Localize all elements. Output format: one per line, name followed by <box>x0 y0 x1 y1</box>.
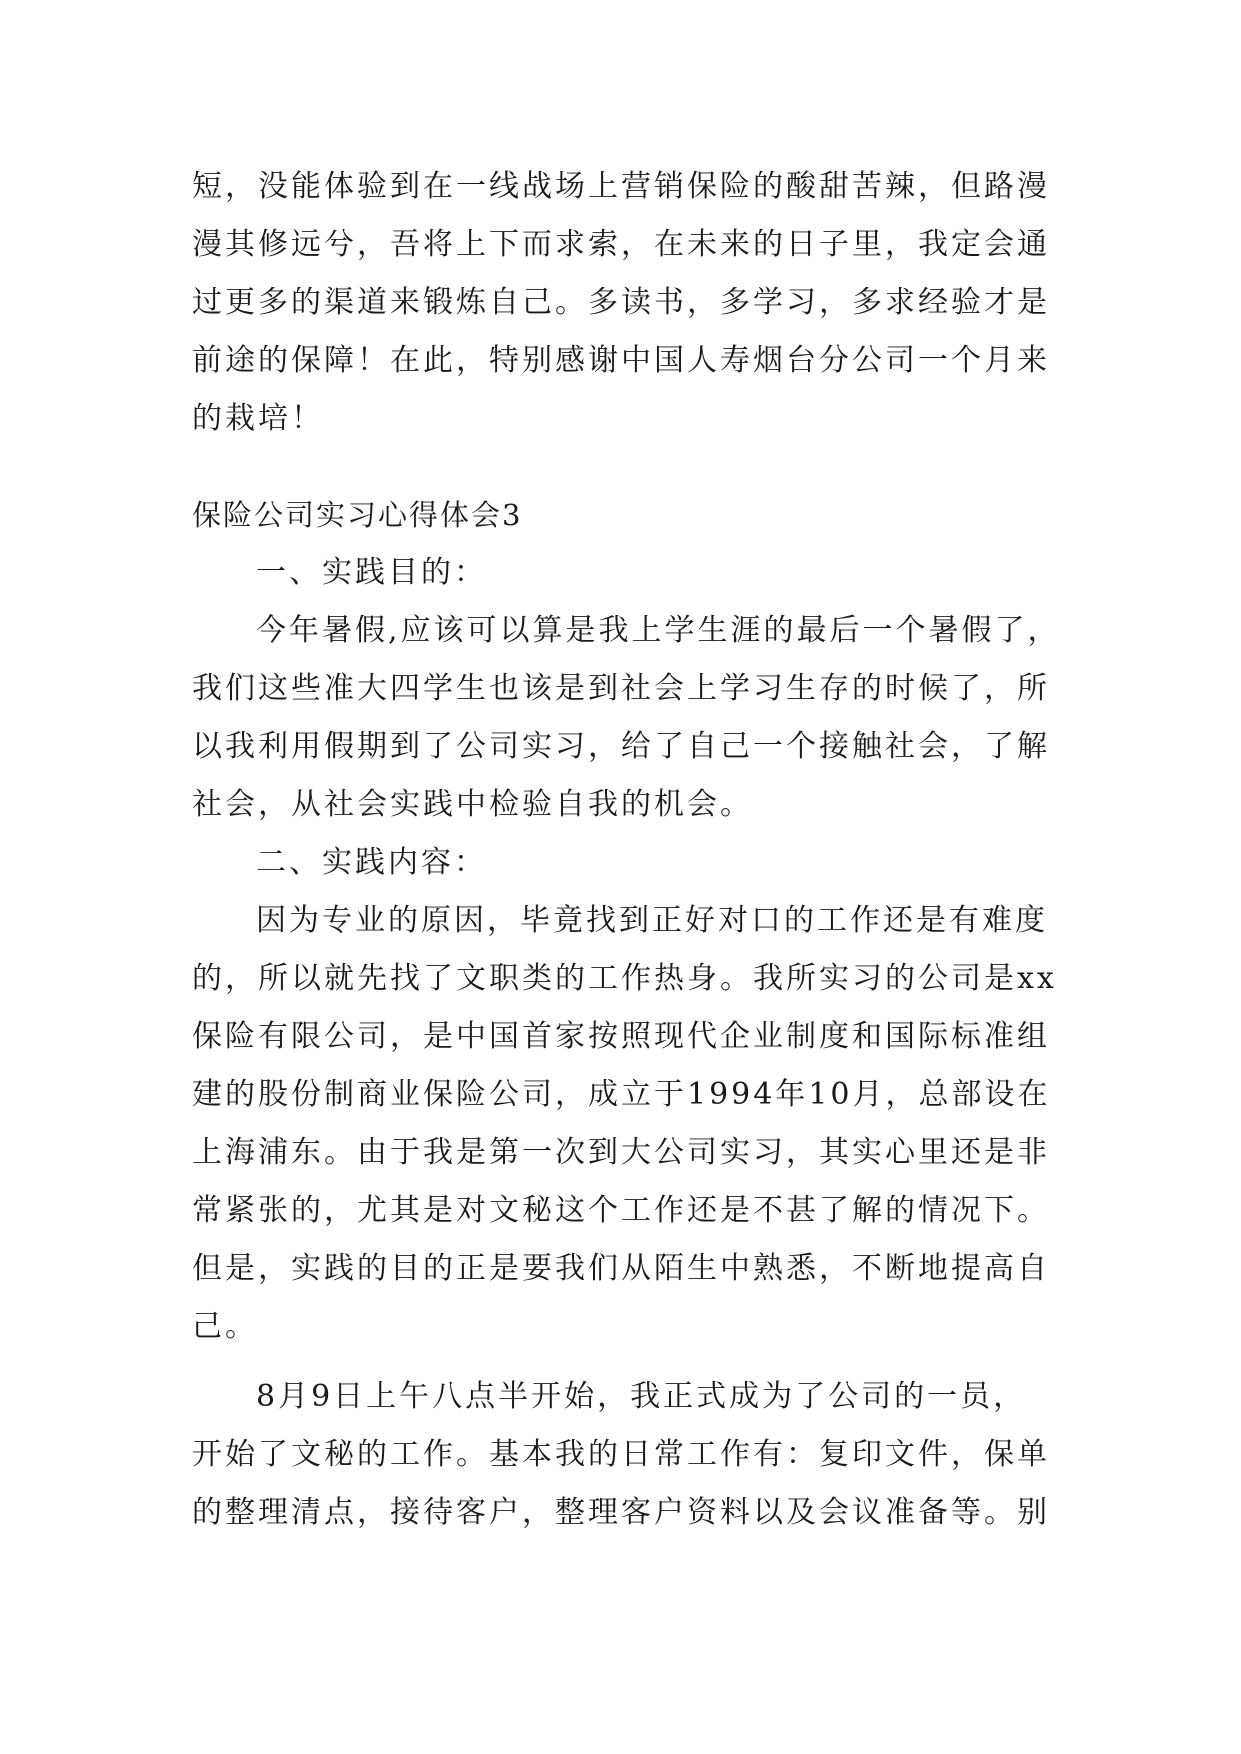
text-line: 保险有限公司，是中国首家按照现代企业制度和国际标准组 <box>192 1019 1050 1054</box>
paragraph-practice-content <box>192 892 1057 1356</box>
heading-practice-content: 二、实践内容： <box>256 845 487 880</box>
document-body <box>192 158 1061 1542</box>
text-line: 过更多的渠道来锻炼自己。多读书，多学习，多求经验才是 <box>192 285 1050 320</box>
text-line: 开始了文秘的工作。基本我的日常工作有：复印文件，保单 <box>192 1437 1050 1472</box>
paragraph-practice-purpose <box>192 602 1061 834</box>
text-line: 我们这些准大四学生也该是到社会上学习生存的时候了，所 <box>192 671 1050 706</box>
text-line: 前途的保障！在此，特别感谢中国人寿烟台分公司一个月来 <box>192 343 1050 378</box>
section-title: 保险公司实习心得体会3 <box>192 498 523 532</box>
text-line: 因为专业的原因，毕竟找到正好对口的工作还是有难度 <box>256 903 1048 938</box>
text-line: 短，没能体验到在一线战场上营销保险的酸甜苦辣，但路漫 <box>192 169 1050 204</box>
text-line: 常紧张的，尤其是对文秘这个工作还是不甚了解的情况下。 <box>192 1193 1050 1228</box>
text-line: 己。 <box>192 1309 258 1344</box>
text-line: 建的股份制商业保险公司，成立于1994年10月，总部设在 <box>192 1077 1051 1112</box>
text-line: 的，所以就先找了文职类的工作热身。我所实习的公司是xx <box>192 961 1057 996</box>
paragraph-daily-work <box>192 1368 1052 1542</box>
text-line: 社会，从社会实践中检验自我的机会。 <box>192 787 753 822</box>
text-line: 今年暑假,应该可以算是我上学生涯的最后一个暑假了， <box>256 613 1061 648</box>
text-line: 上海浦东。由于我是第一次到大公司实习，其实心里还是非 <box>192 1135 1050 1170</box>
text-line: 的栽培！ <box>192 401 324 436</box>
text-line: 的整理清点，接待客户，整理客户资料以及会议准备等。别 <box>192 1495 1050 1530</box>
text-line: 以我利用假期到了公司实习，给了自己一个接触社会，了解 <box>192 729 1050 764</box>
heading-practice-purpose: 一、实践目的： <box>256 555 487 590</box>
text-line: 8月9日上午八点半开始，我正式成为了公司的一员， <box>256 1379 1027 1414</box>
text-line: 漫其修远兮，吾将上下而求索，在未来的日子里，我定会通 <box>192 227 1050 262</box>
text-line: 但是，实践的目的正是要我们从陌生中熟悉，不断地提高自 <box>192 1251 1050 1286</box>
paragraph-top <box>192 158 1052 448</box>
